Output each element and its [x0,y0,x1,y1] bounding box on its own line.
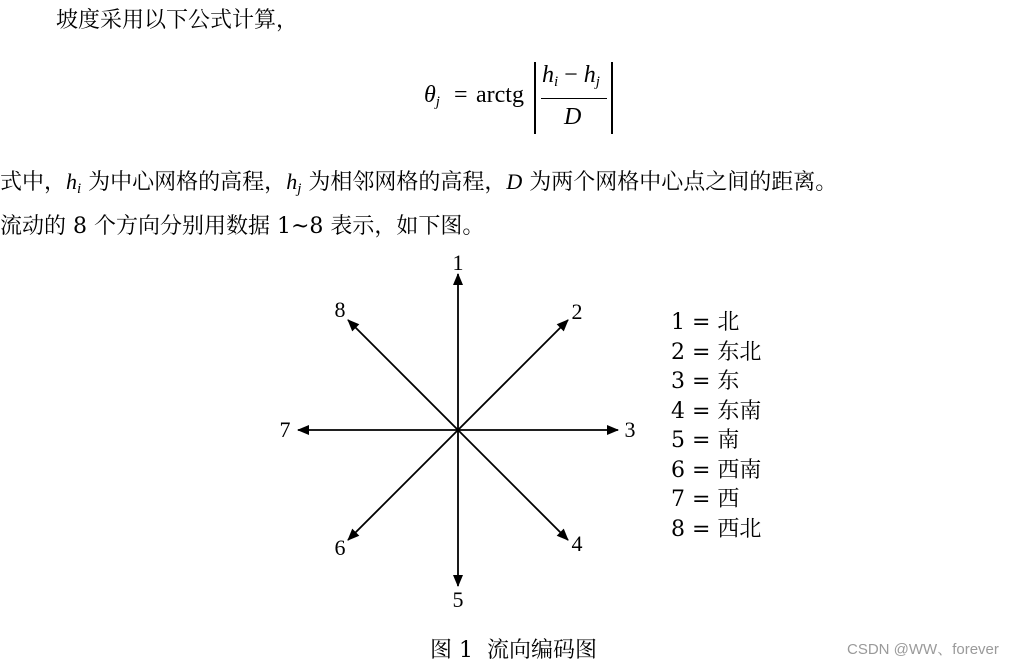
direction-label-1: 1 [452,250,464,275]
direction-label-5: 5 [452,587,464,612]
direction-label-4: 4 [571,531,583,556]
fraction-bar [541,98,607,99]
explanation-text: 式中，$h_i$ 为中心网格的高程，$h_j$ 为相邻网格的高程，D 为两个网格中心点之间的距离。 [0,169,838,197]
figure-caption: 图 1 流向编码图 [430,638,597,663]
equals-sign: = [454,82,468,108]
legend-item: 5 = 南 [671,428,740,453]
legend-item: 6 = 西南 [671,457,762,483]
slope-formula [420,60,620,140]
arrow-southeast [458,430,568,540]
legend-item: 4 = 东南 [671,398,762,424]
fraction-numerator: $h_i - h_j$ [542,62,600,90]
arrow-northeast [458,320,568,430]
legend-item: 1 = 北 [671,310,740,335]
direction-legend [671,308,761,544]
direction-label-2: 2 [571,299,583,324]
theta-symbol: $\theta_j$ [424,82,440,110]
direction-label-6: 6 [334,535,346,560]
flow-directions-text: 流动的 8 个方向分别用数据 1~8 表示，如下图。 [0,214,485,239]
abs-bar-right [611,62,613,134]
csdn-watermark: CSDN @WW、forever [847,641,999,658]
flow-direction-diagram [270,248,650,618]
legend-item: 7 = 西 [671,487,740,512]
intro-text: 坡度采用以下公式计算， [56,8,299,33]
direction-label-7: 7 [279,417,291,442]
legend-item: 3 = 东 [671,369,740,394]
arrow-southwest [348,430,458,540]
direction-label-3: 3 [624,417,636,442]
legend-item: 2 = 东北 [671,339,762,365]
abs-bar-left [534,62,536,134]
direction-label-8: 8 [334,297,346,322]
arrow-northwest [348,320,458,430]
legend-item: 8 = 西北 [671,516,762,542]
fraction-denominator: D [564,104,582,130]
arctg-function: arctg [476,82,524,108]
